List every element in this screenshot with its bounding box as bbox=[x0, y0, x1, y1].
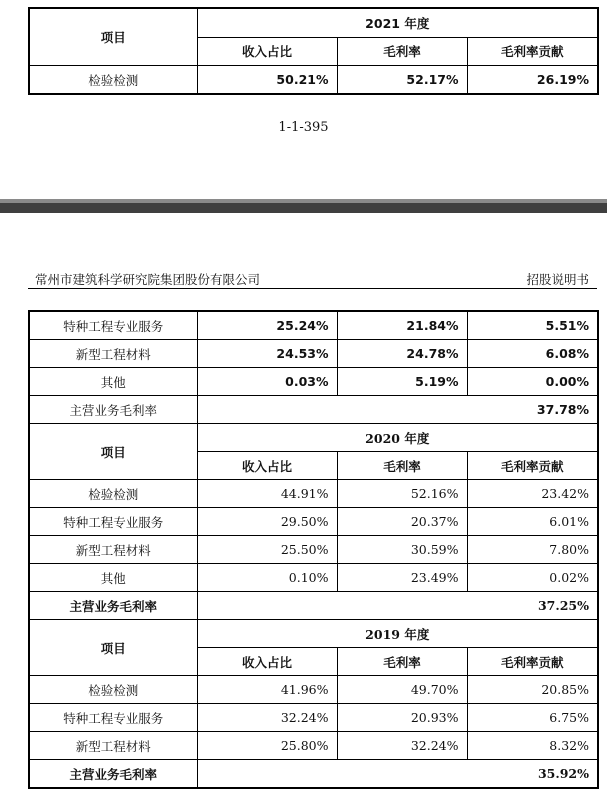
row-margin: 32.24% bbox=[337, 732, 467, 760]
row-margin: 52.16% bbox=[337, 480, 467, 508]
header-item: 项目 bbox=[29, 620, 197, 676]
header-doc-title: 招股说明书 bbox=[526, 272, 589, 287]
row-name: 特种工程专业服务 bbox=[29, 508, 197, 536]
col-contribution: 毛利率贡献 bbox=[467, 648, 598, 676]
row-name: 检验检测 bbox=[29, 66, 197, 95]
row-revenue: 24.53% bbox=[197, 340, 337, 368]
table-row bbox=[29, 676, 598, 704]
row-name: 新型工程材料 bbox=[29, 340, 197, 368]
header-rule bbox=[28, 288, 597, 289]
row-margin: 30.59% bbox=[337, 536, 467, 564]
page-number: 1-1-395 bbox=[278, 120, 329, 135]
row-margin: 52.17% bbox=[337, 66, 467, 95]
header-item: 项目 bbox=[29, 8, 197, 66]
gross-margin-table-2021-top bbox=[28, 7, 599, 95]
row-margin: 21.84% bbox=[337, 311, 467, 340]
page-top bbox=[0, 0, 607, 203]
total-value: 37.78% bbox=[197, 396, 598, 424]
col-margin: 毛利率 bbox=[337, 452, 467, 480]
year-header: 2020 年度 bbox=[197, 424, 598, 452]
row-name: 其他 bbox=[29, 564, 197, 592]
table-row bbox=[29, 704, 598, 732]
row-margin: 23.49% bbox=[337, 564, 467, 592]
total-label: 主营业务毛利率 bbox=[29, 592, 197, 620]
table-row bbox=[29, 732, 598, 760]
row-contribution: 23.42% bbox=[467, 480, 598, 508]
row-revenue: 25.80% bbox=[197, 732, 337, 760]
row-contribution: 6.01% bbox=[467, 508, 598, 536]
table-row bbox=[29, 340, 598, 368]
total-row bbox=[29, 396, 598, 424]
col-revenue: 收入占比 bbox=[197, 452, 337, 480]
row-name: 检验检测 bbox=[29, 676, 197, 704]
total-label: 主营业务毛利率 bbox=[29, 760, 197, 789]
table-row bbox=[29, 564, 598, 592]
col-revenue: 收入占比 bbox=[197, 37, 337, 66]
row-name: 检验检测 bbox=[29, 480, 197, 508]
row-contribution: 20.85% bbox=[467, 676, 598, 704]
col-margin: 毛利率 bbox=[337, 37, 467, 66]
col-revenue: 收入占比 bbox=[197, 648, 337, 676]
header-company: 常州市建筑科学研究院集团股份有限公司 bbox=[35, 272, 261, 287]
total-value: 37.25% bbox=[197, 592, 598, 620]
row-contribution: 5.51% bbox=[467, 311, 598, 340]
row-contribution: 26.19% bbox=[467, 66, 598, 95]
row-revenue: 25.50% bbox=[197, 536, 337, 564]
row-contribution: 8.32% bbox=[467, 732, 598, 760]
row-revenue: 29.50% bbox=[197, 508, 337, 536]
row-contribution: 6.75% bbox=[467, 704, 598, 732]
row-revenue: 0.03% bbox=[197, 368, 337, 396]
row-revenue: 50.21% bbox=[197, 66, 337, 95]
row-contribution: 6.08% bbox=[467, 340, 598, 368]
row-margin: 5.19% bbox=[337, 368, 467, 396]
row-contribution: 0.02% bbox=[467, 564, 598, 592]
row-contribution: 0.00% bbox=[467, 368, 598, 396]
total-label: 主营业务毛利率 bbox=[29, 396, 197, 424]
col-margin: 毛利率 bbox=[337, 648, 467, 676]
row-name: 新型工程材料 bbox=[29, 536, 197, 564]
row-margin: 20.37% bbox=[337, 508, 467, 536]
row-revenue: 41.96% bbox=[197, 676, 337, 704]
row-margin: 24.78% bbox=[337, 340, 467, 368]
row-margin: 20.93% bbox=[337, 704, 467, 732]
row-revenue: 25.24% bbox=[197, 311, 337, 340]
row-revenue: 0.10% bbox=[197, 564, 337, 592]
table-row bbox=[29, 536, 598, 564]
row-name: 其他 bbox=[29, 368, 197, 396]
col-contribution: 毛利率贡献 bbox=[467, 37, 598, 66]
year-header: 2019 年度 bbox=[197, 620, 598, 648]
table-row bbox=[29, 480, 598, 508]
row-name: 特种工程专业服务 bbox=[29, 704, 197, 732]
row-contribution: 7.80% bbox=[467, 536, 598, 564]
year-header: 2021 年度 bbox=[197, 8, 598, 37]
total-row bbox=[29, 760, 598, 789]
gross-margin-table bbox=[28, 310, 599, 789]
row-revenue: 44.91% bbox=[197, 480, 337, 508]
row-margin: 49.70% bbox=[337, 676, 467, 704]
row-revenue: 32.24% bbox=[197, 704, 337, 732]
table-row bbox=[29, 508, 598, 536]
table-row bbox=[29, 311, 598, 340]
table-row bbox=[29, 66, 598, 95]
total-value: 35.92% bbox=[197, 760, 598, 789]
table-row bbox=[29, 368, 598, 396]
row-name: 新型工程材料 bbox=[29, 732, 197, 760]
total-row bbox=[29, 592, 598, 620]
row-name: 特种工程专业服务 bbox=[29, 311, 197, 340]
header-item: 项目 bbox=[29, 424, 197, 480]
col-contribution: 毛利率贡献 bbox=[467, 452, 598, 480]
page-divider bbox=[0, 203, 607, 213]
